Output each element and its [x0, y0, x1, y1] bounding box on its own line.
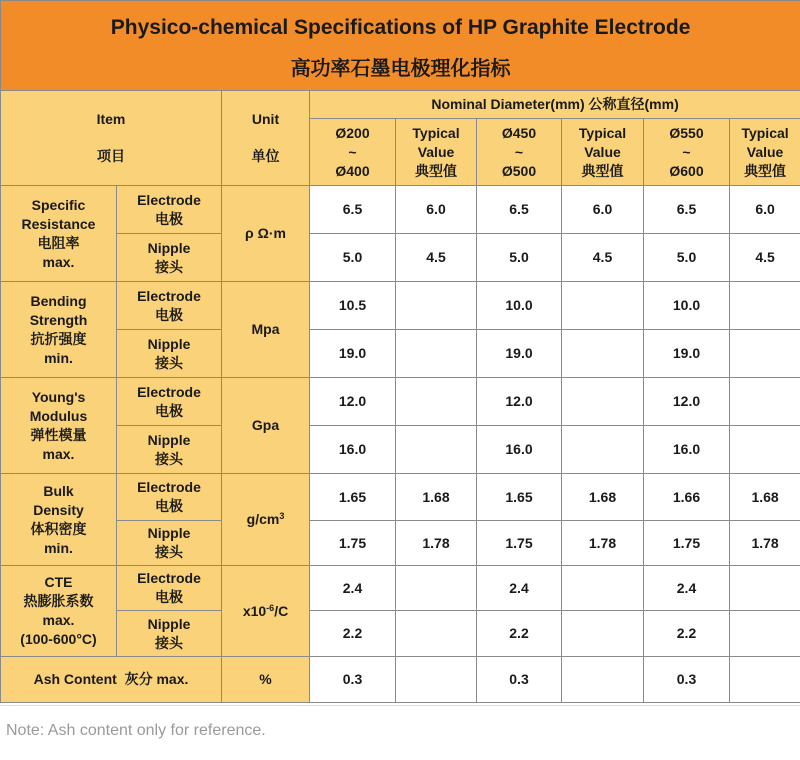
- unit-header-cn: 单位: [251, 148, 280, 164]
- value-cell: [562, 657, 644, 703]
- property-line: 抗折强度: [30, 330, 87, 347]
- value-cell: [730, 566, 800, 611]
- property-line: 弹性模量: [30, 426, 87, 443]
- sub-label-en: Nipple: [147, 335, 191, 352]
- value-cell: 0.3: [644, 657, 730, 703]
- diameter-from: Ø450: [501, 124, 537, 141]
- property-label: [1, 186, 117, 282]
- value-cell: 2.2: [310, 611, 396, 657]
- value-cell: 12.0: [310, 378, 396, 426]
- value-cell: 6.5: [310, 186, 396, 234]
- typical-label-cn: 典型值: [581, 162, 624, 179]
- value-cell: [396, 566, 477, 611]
- value-cell: 19.0: [644, 330, 730, 378]
- value-cell: [562, 378, 644, 426]
- property-label: [1, 378, 117, 474]
- diameter-from: Ø200: [335, 124, 370, 141]
- value-cell: [562, 330, 644, 378]
- typical-label: Value: [746, 143, 784, 160]
- sub-label-en: Nipple: [147, 239, 191, 256]
- diameter-to: Ø500: [501, 162, 537, 179]
- diameter-sep: ~: [348, 143, 357, 160]
- property-line: CTE: [44, 574, 73, 590]
- value-cell: [730, 330, 800, 378]
- unit-cell: [222, 566, 310, 657]
- property-line: 热膨胀系数: [23, 593, 94, 609]
- value-cell: 1.68: [562, 474, 644, 521]
- sub-label-en: Electrode: [137, 479, 201, 495]
- unit-cell: Mpa: [222, 282, 310, 378]
- electrode-label: [117, 186, 222, 234]
- value-cell: [730, 282, 800, 330]
- sub-label-en: Nipple: [147, 615, 191, 632]
- diameter-to: Ø400: [335, 162, 370, 179]
- sub-label-cn: 接头: [155, 354, 183, 371]
- nipple-label: [117, 330, 222, 378]
- sub-label-en: Electrode: [137, 570, 201, 586]
- diameter-header: [310, 119, 396, 186]
- divider: [0, 705, 800, 706]
- value-cell: [562, 426, 644, 474]
- nipple-label: [117, 426, 222, 474]
- diameter-to: Ø600: [669, 162, 704, 179]
- item-header: [1, 91, 222, 186]
- sub-label-en: Nipple: [147, 431, 191, 448]
- value-cell: 1.75: [310, 521, 396, 566]
- value-cell: 16.0: [477, 426, 562, 474]
- value-cell: [562, 566, 644, 611]
- typical-label: Value: [584, 143, 621, 160]
- property-line: 体积密度: [30, 520, 87, 537]
- property-line: Modulus: [29, 407, 88, 424]
- value-cell: [562, 611, 644, 657]
- value-cell: 2.4: [644, 566, 730, 611]
- value-cell: [730, 657, 800, 703]
- property-line: Young's: [31, 388, 86, 405]
- sub-label-en: Electrode: [137, 287, 201, 304]
- unit-cell: %: [222, 657, 310, 703]
- page-title: Physico-chemical Specifications of HP Graphite Electrode: [110, 15, 691, 39]
- typical-header: [562, 119, 644, 186]
- value-cell: 2.4: [310, 566, 396, 611]
- sub-label-cn: 电极: [155, 498, 183, 514]
- property-line: (100-600°C): [20, 631, 97, 647]
- property-label: [1, 474, 117, 566]
- typical-label: Value: [417, 143, 455, 160]
- value-cell: 6.0: [562, 186, 644, 234]
- unit-text: x10: [242, 602, 267, 619]
- value-cell: 12.0: [644, 378, 730, 426]
- electrode-label: [117, 474, 222, 521]
- unit-superscript: -6: [266, 602, 275, 613]
- value-cell: [396, 378, 477, 426]
- typical-header: [730, 119, 800, 186]
- value-cell: 2.4: [477, 566, 562, 611]
- property-line: Density: [33, 501, 84, 518]
- property-line: max.: [42, 253, 75, 270]
- value-cell: 1.78: [562, 521, 644, 566]
- value-cell: 4.5: [562, 234, 644, 282]
- value-cell: 5.0: [477, 234, 562, 282]
- diameter-from: Ø550: [669, 124, 704, 141]
- sub-label-cn: 接头: [155, 544, 183, 560]
- value-cell: 16.0: [644, 426, 730, 474]
- page-title-cn: 高功率石墨电极理化指标: [290, 55, 511, 80]
- sub-label-cn: 接头: [155, 258, 183, 275]
- sub-label-cn: 电极: [155, 402, 183, 419]
- sub-label-en: Nipple: [147, 525, 191, 541]
- electrode-label: [117, 282, 222, 330]
- property-line: max.: [42, 612, 75, 628]
- value-cell: 10.0: [644, 282, 730, 330]
- typical-label: Typical: [741, 124, 789, 141]
- value-cell: 19.0: [310, 330, 396, 378]
- sub-label-en: Electrode: [137, 383, 201, 400]
- property-line: min.: [44, 349, 73, 366]
- ash-label: Ash Content 灰分 max.: [1, 657, 222, 703]
- value-cell: [396, 330, 477, 378]
- unit-text: g/cm: [246, 511, 280, 527]
- diameter-header: [477, 119, 562, 186]
- value-cell: 4.5: [396, 234, 477, 282]
- typical-label: Typical: [578, 124, 627, 141]
- value-cell: [396, 426, 477, 474]
- unit-superscript: 3: [279, 511, 285, 521]
- value-cell: 0.3: [310, 657, 396, 703]
- item-header-en: Item: [96, 111, 126, 127]
- value-cell: 19.0: [477, 330, 562, 378]
- nipple-label: [117, 611, 222, 657]
- value-cell: 1.78: [396, 521, 477, 566]
- electrode-label: [117, 566, 222, 611]
- diameter-sep: ~: [514, 143, 524, 160]
- property-line: Bending: [30, 292, 87, 309]
- value-cell: 10.0: [477, 282, 562, 330]
- sub-label-en: Electrode: [137, 191, 201, 208]
- property-line: min.: [44, 539, 73, 556]
- property-line: Specific: [31, 196, 86, 213]
- diameter-header: [644, 119, 730, 186]
- value-cell: 1.65: [477, 474, 562, 521]
- unit-cell: ρ Ω·m: [222, 186, 310, 282]
- value-cell: 5.0: [644, 234, 730, 282]
- typical-label-cn: 典型值: [744, 162, 787, 179]
- item-header-cn: 项目: [97, 148, 125, 164]
- unit-header-en: Unit: [251, 111, 280, 127]
- sub-label-cn: 电极: [155, 589, 183, 605]
- value-cell: 1.75: [477, 521, 562, 566]
- property-line: Bulk: [43, 482, 74, 499]
- sub-label-cn: 电极: [155, 210, 183, 227]
- nipple-label: [117, 234, 222, 282]
- value-cell: 4.5: [730, 234, 800, 282]
- electrode-label: [117, 378, 222, 426]
- sub-label-cn: 电极: [155, 306, 183, 323]
- property-line: 电阻率: [37, 234, 80, 251]
- unit-text: /C: [274, 602, 289, 619]
- value-cell: 6.0: [730, 186, 800, 234]
- value-cell: 6.0: [396, 186, 477, 234]
- footnote: Note: Ash content only for reference.: [6, 722, 266, 739]
- property-label: [1, 566, 117, 657]
- value-cell: [396, 611, 477, 657]
- value-cell: 1.68: [730, 474, 800, 521]
- value-cell: 2.2: [477, 611, 562, 657]
- value-cell: 12.0: [477, 378, 562, 426]
- value-cell: 16.0: [310, 426, 396, 474]
- value-cell: [562, 282, 644, 330]
- typical-header: [396, 119, 477, 186]
- value-cell: 1.68: [396, 474, 477, 521]
- property-line: Resistance: [21, 215, 96, 232]
- unit-header: [222, 91, 310, 186]
- value-cell: 1.65: [310, 474, 396, 521]
- sub-label-cn: 接头: [155, 450, 183, 467]
- value-cell: 6.5: [644, 186, 730, 234]
- typical-label-cn: 典型值: [415, 162, 457, 179]
- sub-label-cn: 接头: [155, 634, 183, 651]
- nominal-header: Nominal Diameter(mm) 公称直径(mm): [310, 91, 800, 119]
- nipple-label: [117, 521, 222, 566]
- property-line: max.: [42, 445, 75, 462]
- value-cell: 1.75: [644, 521, 730, 566]
- value-cell: 1.66: [644, 474, 730, 521]
- value-cell: [396, 657, 477, 703]
- value-cell: 10.5: [310, 282, 396, 330]
- value-cell: [730, 378, 800, 426]
- value-cell: [396, 282, 477, 330]
- value-cell: [730, 611, 800, 657]
- value-cell: 5.0: [310, 234, 396, 282]
- diameter-sep: ~: [682, 143, 691, 160]
- typical-label: Typical: [412, 124, 460, 141]
- title-cell: [1, 1, 800, 91]
- value-cell: 2.2: [644, 611, 730, 657]
- value-cell: 6.5: [477, 186, 562, 234]
- property-line: Strength: [29, 311, 88, 328]
- value-cell: 1.78: [730, 521, 800, 566]
- value-cell: [730, 426, 800, 474]
- unit-cell: [222, 474, 310, 566]
- value-cell: 0.3: [477, 657, 562, 703]
- property-label: [1, 282, 117, 378]
- unit-cell: Gpa: [222, 378, 310, 474]
